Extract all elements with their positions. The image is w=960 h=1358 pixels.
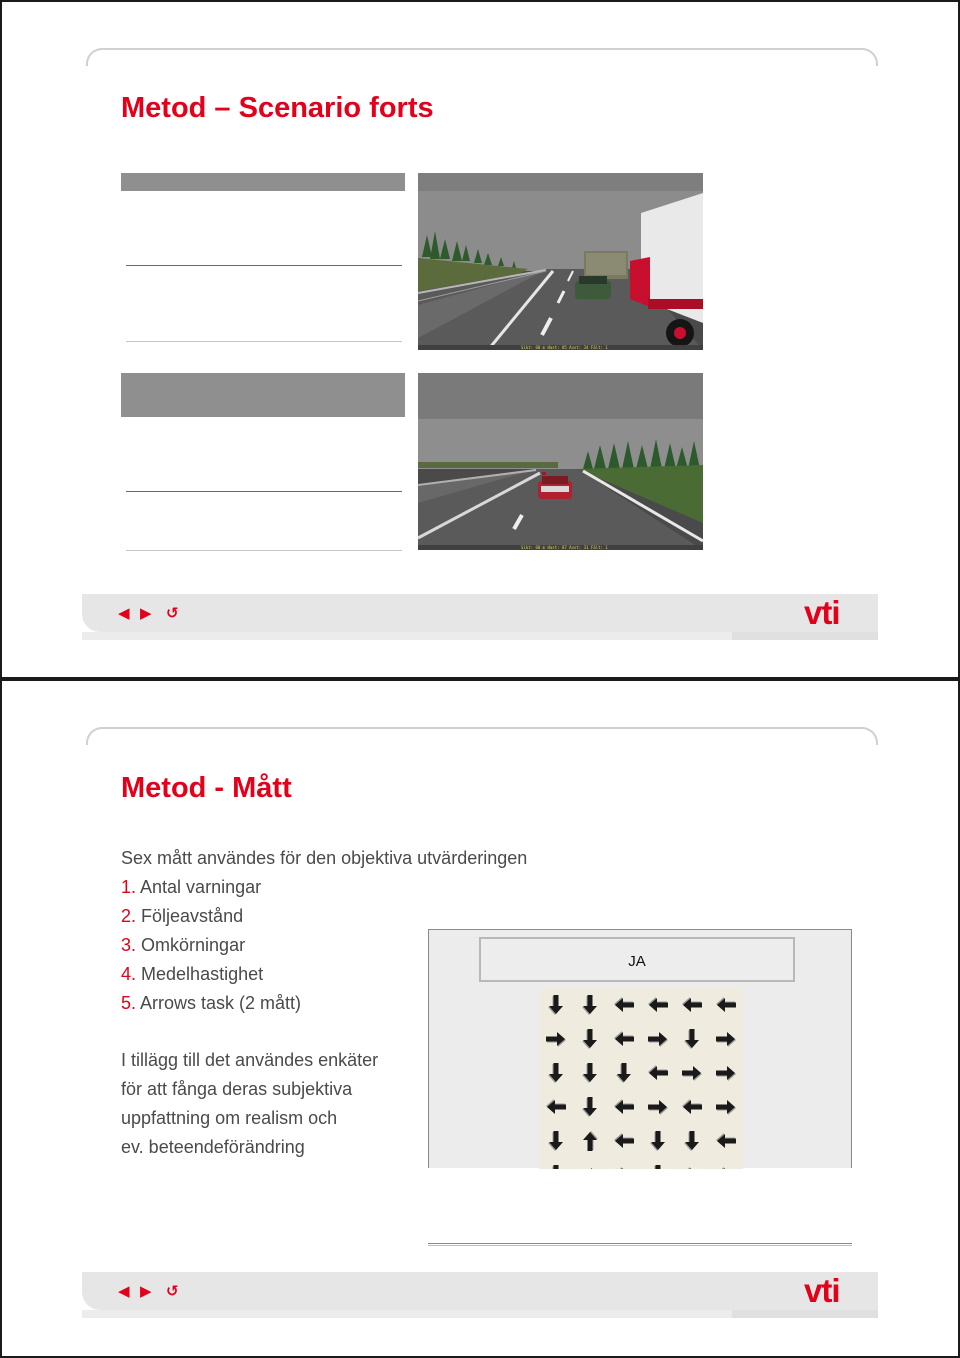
arrow-left-icon bbox=[682, 1167, 702, 1169]
intro-text: Sex mått användes för den objektiva utvärderingen bbox=[121, 848, 528, 868]
previous-slide-icon[interactable]: ◀ bbox=[118, 1282, 130, 1300]
arrow-right-icon bbox=[716, 1066, 736, 1081]
list-item: 3. Omkörningar bbox=[121, 935, 246, 955]
arrow-grid-svg bbox=[539, 988, 743, 1169]
arrow-left-icon bbox=[716, 1167, 736, 1169]
arrow-right-icon bbox=[716, 1032, 736, 1047]
arrow-left-icon bbox=[682, 997, 702, 1012]
footer bbox=[82, 1272, 878, 1320]
divider bbox=[126, 491, 402, 492]
arrow-left-icon bbox=[614, 1133, 634, 1148]
paragraph-line: för att fånga deras subjektiva bbox=[121, 1079, 353, 1099]
table-header-bar bbox=[121, 173, 405, 191]
arrow-left-icon bbox=[614, 997, 634, 1012]
arrow-down-icon bbox=[616, 1063, 631, 1083]
hud-text: Sikt: 60 m Hast: 85 Avst: 34 Fält: 1 bbox=[521, 345, 608, 350]
arrow-down-icon bbox=[548, 1063, 563, 1083]
arrow-right-icon bbox=[580, 1168, 600, 1169]
slide-title: Metod - Mått bbox=[121, 772, 292, 804]
vti-logo: vti bbox=[804, 1272, 840, 1309]
frame-bottom-line bbox=[428, 1243, 852, 1246]
arrow-left-icon bbox=[716, 997, 736, 1012]
footer-bar bbox=[82, 594, 878, 632]
arrow-down-icon bbox=[650, 1131, 665, 1151]
arrow-down-icon bbox=[548, 995, 563, 1015]
arrow-down-icon bbox=[582, 1029, 597, 1049]
arrow-left-icon bbox=[648, 997, 668, 1012]
arrow-right-icon bbox=[648, 1100, 668, 1115]
arrow-left-icon bbox=[614, 1099, 634, 1114]
arrow-down-icon bbox=[684, 1131, 699, 1151]
return-icon[interactable]: ↺ bbox=[166, 1282, 179, 1300]
next-slide-icon[interactable]: ▶ bbox=[140, 604, 152, 622]
top-rule bbox=[86, 727, 878, 745]
arrow-right-icon bbox=[682, 1066, 702, 1081]
arrow-grid bbox=[539, 988, 743, 1169]
list-item: 4. Medelhastighet bbox=[121, 964, 264, 984]
footer-bar bbox=[82, 1272, 878, 1310]
arrow-down-icon bbox=[684, 1029, 699, 1049]
paragraph-line: uppfattning om realism och bbox=[121, 1108, 338, 1128]
arrow-left-icon bbox=[614, 1031, 634, 1046]
slide-title: Metod – Scenario forts bbox=[121, 92, 434, 124]
arrow-right-icon bbox=[546, 1032, 566, 1047]
footer bbox=[82, 594, 878, 642]
arrow-left-icon bbox=[546, 1099, 566, 1114]
list-item: 1. Antal varningar bbox=[121, 877, 262, 897]
hud-text: Sikt: 60 m Hast: 87 Avst: 31 Fält: 1 bbox=[521, 545, 608, 550]
arrow-down-icon bbox=[650, 1165, 665, 1169]
arrow-right-icon bbox=[716, 1100, 736, 1115]
top-rule bbox=[86, 48, 878, 66]
arrow-up-icon bbox=[583, 1131, 598, 1151]
previous-slide-icon[interactable]: ◀ bbox=[118, 604, 130, 622]
arrow-down-icon bbox=[582, 995, 597, 1015]
footer-strip bbox=[82, 1310, 732, 1318]
arrow-down-icon bbox=[582, 1063, 597, 1083]
arrow-left-icon bbox=[716, 1133, 736, 1148]
list-item: 5. Arrows task (2 mått) bbox=[121, 993, 302, 1013]
return-icon[interactable]: ↺ bbox=[166, 604, 179, 622]
arrow-left-icon bbox=[682, 1099, 702, 1114]
footer-strip bbox=[82, 632, 732, 640]
vti-logo: vti bbox=[804, 594, 840, 631]
car-following-scene bbox=[418, 373, 703, 550]
list-item: 2. Följeavstånd bbox=[121, 906, 244, 926]
ja-button[interactable]: JA bbox=[479, 937, 795, 982]
footer-strip bbox=[732, 632, 878, 640]
next-slide-icon[interactable]: ▶ bbox=[140, 1282, 152, 1300]
arrow-down-icon bbox=[582, 1097, 597, 1117]
arrow-down-icon bbox=[548, 1131, 563, 1151]
arrows-task-screen bbox=[428, 929, 852, 1168]
table-header-bar bbox=[121, 373, 405, 417]
footer-strip bbox=[732, 1310, 878, 1318]
arrow-left-icon bbox=[648, 1065, 668, 1080]
divider bbox=[126, 265, 402, 266]
divider bbox=[126, 550, 402, 551]
divider bbox=[126, 341, 402, 342]
paragraph-line: I tillägg till det användes enkäter bbox=[121, 1050, 379, 1070]
truck-overtaking-scene bbox=[418, 173, 703, 350]
arrow-down-icon bbox=[548, 1165, 563, 1169]
arrow-left-icon bbox=[614, 1167, 634, 1169]
arrow-right-icon bbox=[648, 1032, 668, 1047]
paragraph-line: ev. beteendeförändring bbox=[121, 1137, 305, 1157]
